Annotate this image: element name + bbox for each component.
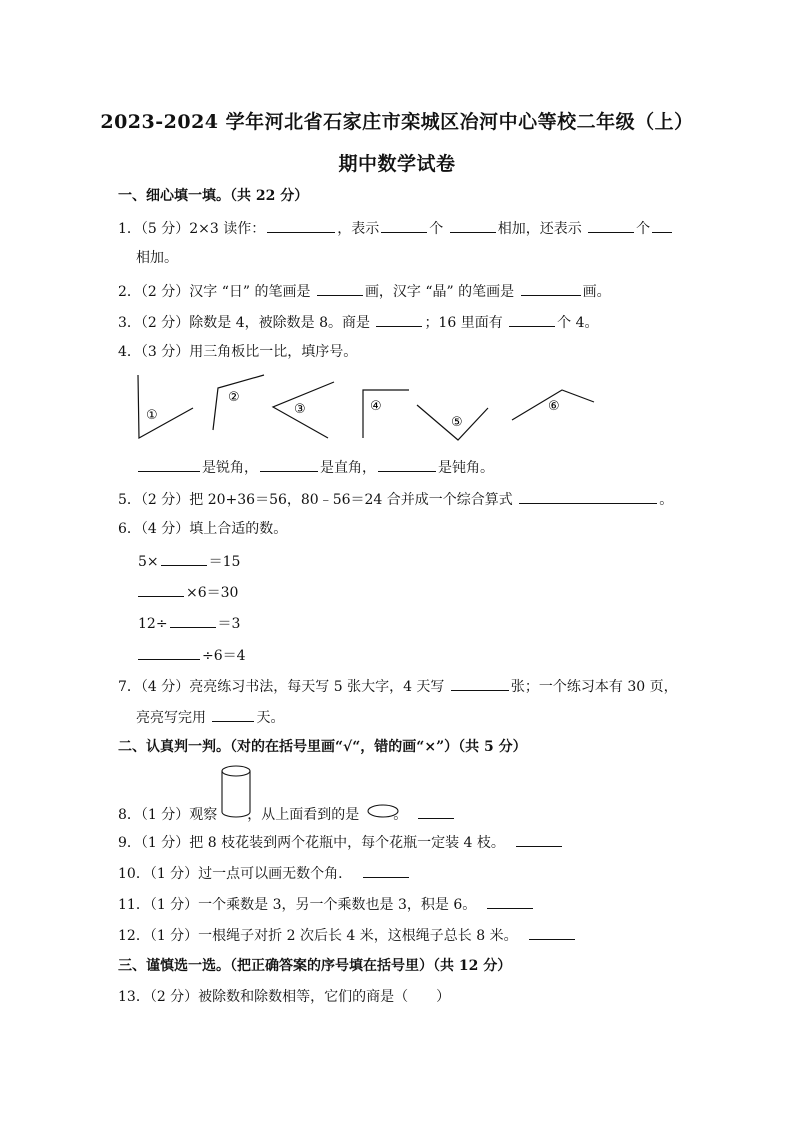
exam-title-line2: 期中数学试卷 <box>338 153 456 175</box>
q6-r2-blank[interactable] <box>138 582 184 597</box>
q1-blank-1[interactable] <box>267 218 335 233</box>
section-heading-2: 二、认真判一判。（对的在括号里画“√“，错的画“×”）（共 5 分） <box>118 739 527 755</box>
q8-answer-blank[interactable] <box>418 804 454 819</box>
q10-text: 10．（1 分）过一点可以画无数个角． <box>118 866 353 882</box>
q5-text-b: 。 <box>659 492 674 508</box>
q7-text-a: 7．（4 分）亮亮练习书法，每天写 5 张大字，4 天写 <box>118 679 445 695</box>
ellipse-icon <box>366 803 400 819</box>
q12-answer-blank[interactable] <box>529 925 575 940</box>
angle-label-2: ② <box>228 390 240 405</box>
q1-text-d: 相加，还表示 <box>497 221 582 237</box>
question-8 <box>118 804 456 824</box>
q7-text-c: 亮亮写完用 <box>136 710 206 726</box>
q2-blank-2[interactable] <box>521 281 581 296</box>
q4-blank-right[interactable] <box>260 457 318 472</box>
q5-text-a: 5．（2 分）把 20+36＝56，80﹣56＝24 合并成一个综合算式 <box>118 492 513 508</box>
q7-text-b: 张；一个练习本有 30 页， <box>510 679 678 695</box>
q7-blank-2[interactable] <box>212 707 254 722</box>
q6-r2-text: ×6＝30 <box>186 585 239 601</box>
question-4: 4．（3 分）用三角板比一比，填序号。 <box>118 344 358 360</box>
question-9 <box>118 832 564 852</box>
question-6: 6．（4 分）填上合适的数。 <box>118 521 288 537</box>
q1-blank-2[interactable] <box>381 218 427 233</box>
q5-blank[interactable] <box>519 489 657 504</box>
q1-continuation: 相加。 <box>136 250 178 266</box>
q12-text: 12．（1 分）一根绳子对折 2 次后长 4 米，这根绳子总长 8 米。 <box>118 928 518 944</box>
q3-text-c: 个 4。 <box>557 315 599 331</box>
q7-continuation <box>136 707 284 727</box>
q8-text-b: ，从上面看到的是 <box>247 807 360 823</box>
angle-label-3: ③ <box>294 402 306 417</box>
question-13: 13．（2 分）被除数和除数相等，它们的商是（ ） <box>118 989 451 1005</box>
question-1 <box>118 218 674 238</box>
q3-blank-2[interactable] <box>509 312 555 327</box>
q6-row-2 <box>138 582 238 602</box>
q4-blank-obtuse[interactable] <box>378 457 436 472</box>
q2-text-c: 画。 <box>582 284 611 300</box>
q6-row-1 <box>138 551 240 571</box>
q2-text-a: 2．（2 分）汉字 “日” 的笔画是 <box>118 284 311 300</box>
q6-r1-blank[interactable] <box>161 551 207 566</box>
question-10 <box>118 863 411 883</box>
q10-answer-blank[interactable] <box>363 863 409 878</box>
q4-right-label: 是直角， <box>320 460 376 476</box>
q6-r3-text-b: ＝3 <box>217 616 241 632</box>
q3-text-a: 3．（2 分）除数是 4，被除数是 8。商是 <box>118 315 370 331</box>
angle-4-lines <box>363 390 409 438</box>
q8-text-c: 。 <box>393 807 408 823</box>
q1-blank-4[interactable] <box>588 218 634 233</box>
q4-obtuse-label: 是钝角。 <box>438 460 494 476</box>
q9-text: 9．（1 分）把 8 枝花装到两个花瓶中，每个花瓶一定装 4 枝。 <box>118 835 505 851</box>
question-7 <box>118 676 678 696</box>
q1-text-e: 个 <box>636 221 651 237</box>
q7-text-d: 天。 <box>256 710 285 726</box>
q9-answer-blank[interactable] <box>516 832 562 847</box>
question-2 <box>118 281 611 301</box>
exam-title-line1: 2023-2024 学年河北省石家庄市栾城区冶河中心等校二年级（上） <box>100 111 694 133</box>
angle-label-4: ④ <box>370 399 382 414</box>
q1-blank-5[interactable] <box>652 218 672 233</box>
q1-text-b: ，表示 <box>337 221 380 237</box>
q6-row-3 <box>138 613 240 633</box>
question-12 <box>118 925 577 945</box>
q1-text-a: 1．（5 分）2×3 读作： <box>118 221 266 237</box>
cylinder-icon <box>220 764 252 820</box>
q7-blank-1[interactable] <box>451 676 509 691</box>
q6-r3-blank[interactable] <box>170 613 216 628</box>
angle-label-6: ⑥ <box>548 399 560 414</box>
q3-blank-1[interactable] <box>376 312 422 327</box>
angle-figures <box>130 370 610 445</box>
q6-r1-text-a: 5× <box>138 554 159 570</box>
q1-text-c: 个 <box>429 221 444 237</box>
q6-row-4 <box>138 645 246 665</box>
q6-r3-text-a: 12÷ <box>138 616 168 632</box>
q6-r4-blank[interactable] <box>138 645 200 660</box>
section-heading-3: 三、谨慎选一选。（把正确答案的序号填在括号里）（共 12 分） <box>118 958 512 974</box>
q3-text-b: ；16 里面有 <box>424 315 503 331</box>
section-heading-1: 一、细心填一填。（共 22 分） <box>118 188 309 204</box>
q6-r4-text: ÷6＝4 <box>202 648 246 664</box>
q8-text-a: 8．（1 分）观察 <box>118 807 218 823</box>
angle-1-lines <box>138 375 193 438</box>
angle-label-1: ① <box>146 408 158 423</box>
q4-blank-acute[interactable] <box>138 457 200 472</box>
q1-blank-3[interactable] <box>450 218 496 233</box>
q6-r1-text-b: ＝15 <box>208 554 241 570</box>
q11-text: 11．（1 分）一个乘数是 3，另一个乘数也是 3，积是 6。 <box>118 897 477 913</box>
question-5 <box>118 489 673 509</box>
q11-answer-blank[interactable] <box>487 894 533 909</box>
question-11 <box>118 894 535 914</box>
q2-text-b: 画，汉字 “晶” 的笔画是 <box>364 284 515 300</box>
q2-blank-1[interactable] <box>317 281 363 296</box>
q4-acute-label: 是锐角， <box>202 460 258 476</box>
q4-answer-line <box>136 457 494 477</box>
angle-label-5: ⑤ <box>451 415 463 430</box>
question-3 <box>118 312 599 332</box>
